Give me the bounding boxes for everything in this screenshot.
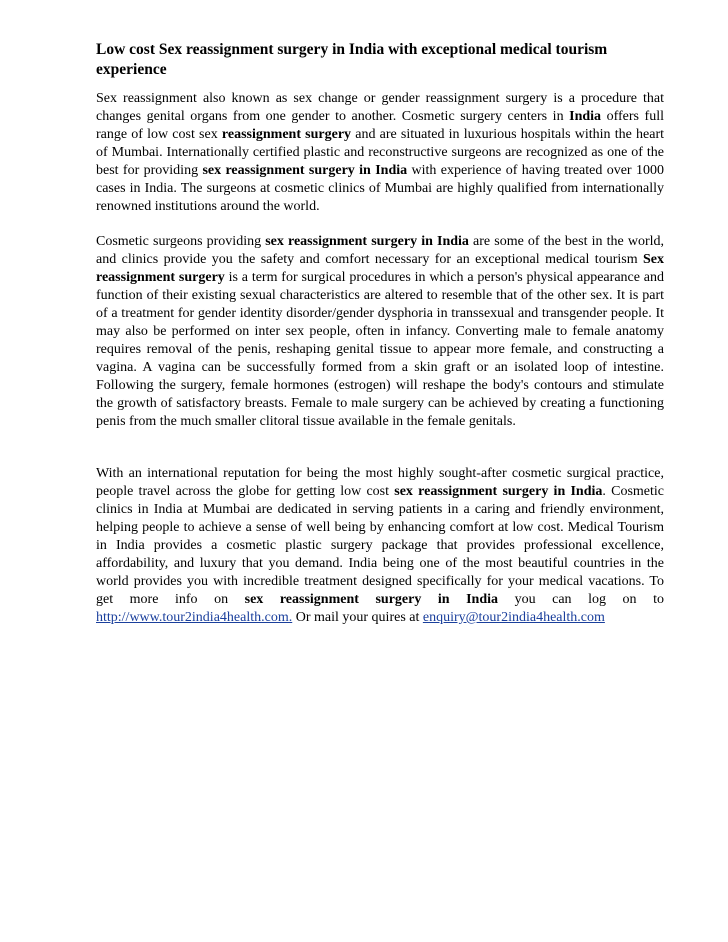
text-run: and are situated in luxurious hospitals within the heart of Mumbai. Internationally certified plastic and reconstructive surgeons are recognized as one of the best for providing: [96, 127, 664, 178]
document-title: Low cost Sex reassignment surgery in India with exceptional medical tourism experience: [96, 41, 608, 78]
text-run: with experience of having treated over 1000 cases in India. The surgeons at cosmetic clinics of Mumbai are highly qualified from internationally renowned institutions around the world.: [96, 163, 664, 214]
paragraph-intro: [96, 90, 664, 216]
bold-text: India: [569, 109, 602, 124]
text-run: . Cosmetic clinics in India at Mumbai are dedicated in serving patients in a caring and friendly environment, helping people to achieve a sense of well being by enhancing comfort at low cost. Medical Tourism in India provides a cosmetic plastic surgery package that provides professional excellence, affordability, and luxury that you demand. India being one of the most beautiful countries in the world provides you with incredible treatment designed specifically for your medical vacations. To get more info on: [96, 484, 665, 607]
bold-text: sex reassignment surgery in India: [202, 163, 408, 178]
bold-text: sex reassignment surgery in India: [394, 484, 603, 499]
text-run: are some of the best in the world, and clinics provide you the safety and comfort necessary for an exceptional medical tourism: [96, 234, 664, 267]
text-run: you can log on to: [498, 592, 664, 607]
text-run: With an international reputation for being the most highly sought-after cosmetic surgical practice, people travel across the globe for getting low cost: [96, 466, 664, 499]
website-link[interactable]: http://www.tour2india4health.com.: [96, 610, 293, 625]
paragraph-reputation: [96, 465, 664, 627]
document-page: [96, 40, 664, 627]
text-run: Sex reassignment also known as sex change or gender reassignment surgery is a procedure that changes genital organs from one gender to another. Cosmetic surgery centers in: [96, 91, 664, 124]
text-run: offers full range of low cost sex: [96, 109, 664, 142]
bold-text: sex reassignment surgery in India: [265, 234, 469, 249]
text-run: Or mail your quires at: [292, 610, 423, 625]
bold-text: reassignment surgery: [221, 127, 352, 142]
text-run: is a term for surgical procedures in which a person's physical appearance and function of their existing sexual characteristics are altered to resemble that of the other sex. It is part of a treatment for gender identity disorder/gender dysphoria in transsexual and transgender people. It may also be performed on inter sex people, often in infancy. Converting male to female anatomy requires removal of the penis, reshaping genital tissue to appear more female, and constructing a vagina. A vagina can be successfully formed from a skin graft or an isolated loop of intestine. Following the surgery, female hormones (estrogen) will reshape the body's contours and stimulate the growth of satisfactory breasts. Female to male surgery can be achieved by creating a functioning penis from the much smaller clitoral tissue available in the female genitals.: [96, 270, 664, 429]
bold-text: Sex reassignment surgery: [96, 252, 664, 285]
email-link[interactable]: enquiry@tour2india4health.com: [422, 610, 605, 625]
paragraph-surgeons: [96, 233, 664, 431]
text-run: Cosmetic surgeons providing: [96, 234, 266, 249]
bold-text: sex reassignment surgery in India: [244, 592, 499, 607]
